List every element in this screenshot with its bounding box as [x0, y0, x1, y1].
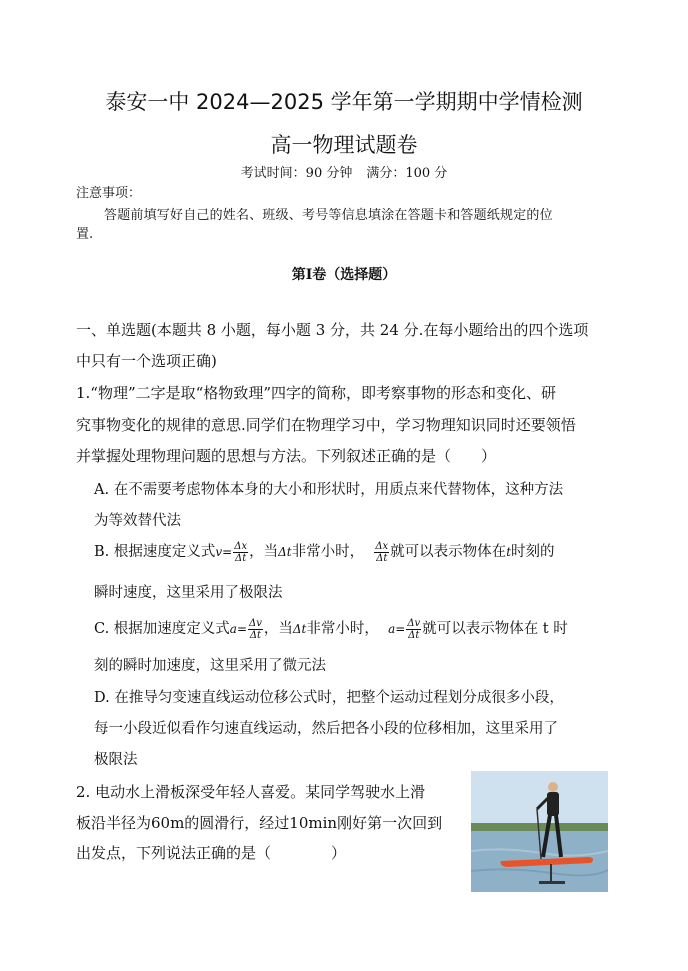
efoil-rider-photo — [471, 771, 608, 892]
q1-stem-line2: 究事物变化的规律的意思.同学们在物理学习中，学习物理知识同时还要领悟 — [76, 416, 576, 434]
notice-text-line2: 置. — [76, 227, 94, 242]
q1-option-a-line2: 为等效替代法 — [94, 513, 181, 529]
notice-label: 注意事项： — [76, 186, 142, 201]
exam-info — [0, 162, 688, 181]
part-one-heading-line2: 中只有一个选项正确) — [76, 352, 217, 370]
formula-fraction: $\frac{\Delta v}{\Delta t}$ — [249, 617, 262, 641]
q2-stem-line2: 板沿半径为60m的圆滑行，经过10min刚好第一次回到 — [76, 814, 443, 832]
formula-fraction: $\frac{\Delta x}{\Delta t}$ — [234, 540, 248, 564]
q1-option-d-line2: 每一小段近似看作匀速直线运动，然后把各小段的位移相加，这里采用了 — [94, 721, 558, 737]
q1-option-b-line1: B. 根据速度定义式v= $\frac{\Delta x}{\Delta t}$ ，当Δt非常小时， $\frac{\Delta x}{\Delta t}$ 就可以表示物体在t时刻的 — [94, 540, 555, 564]
q1-stem-line3: 并掌握处理物理问题的思想与方法。下列叙述正确的是（ ） — [76, 447, 497, 465]
part-one-heading-line1: 一、单选题(本题共 8 小题，每小题 3 分，共 24 分.在每小题给出的四个选项 — [76, 321, 589, 339]
q1-option-d-line1: D. 在推导匀变速直线运动位移公式时，把整个运动过程划分成很多小段， — [94, 690, 564, 706]
q2-stem-line3: 出发点，下列说法正确的是（ ） — [76, 844, 347, 862]
exam-time: 考试时间：90 分钟 — [240, 166, 353, 181]
formula-fraction: $\frac{\Delta x}{\Delta t}$ — [375, 540, 389, 564]
q1-option-d-line3: 极限法 — [94, 752, 138, 768]
exam-title: 泰安一中 2024—2025 学年第一学期期中学情检测 — [105, 90, 583, 114]
section-title: 第Ⅰ卷（选择题） — [291, 267, 397, 283]
q1-stem-line1: 1.“物理”二字是取“格物致理”四字的简称，即考察事物的形态和变化、研 — [76, 384, 556, 402]
paper-subtitle: 高一物理试题卷 — [270, 133, 418, 157]
q1-option-c-line2: 刻的瞬时加速度，这里采用了微元法 — [94, 658, 326, 674]
formula-fraction: $\frac{\Delta v}{\Delta t}$ — [407, 617, 421, 641]
q1-option-a-line1: A. 在不需要考虑物体本身的大小和形状时，用质点来代替物体，这种方法 — [94, 482, 564, 498]
q1-option-c-line1: C. 根据加速度定义式a= $\frac{\Delta v}{\Delta t}$ ，当Δt非常小时， a= $\frac{\Delta v}{\Delta t}$ 就可以表示物体在 t 时 — [94, 617, 568, 641]
shoreline — [471, 823, 608, 831]
notice-text-line1: 答题前填写好自己的姓名、班级、考号等信息填涂在答题卡和答题纸规定的位 — [104, 208, 553, 223]
q2-stem-line1: 2. 电动水上滑板深受年轻人喜爱。某同学驾驶水上滑 — [76, 783, 426, 801]
sky — [471, 771, 608, 831]
q1-option-b-line2: 瞬时速度，这里采用了极限法 — [94, 585, 283, 601]
full-score: 满分：100 分 — [366, 166, 448, 181]
